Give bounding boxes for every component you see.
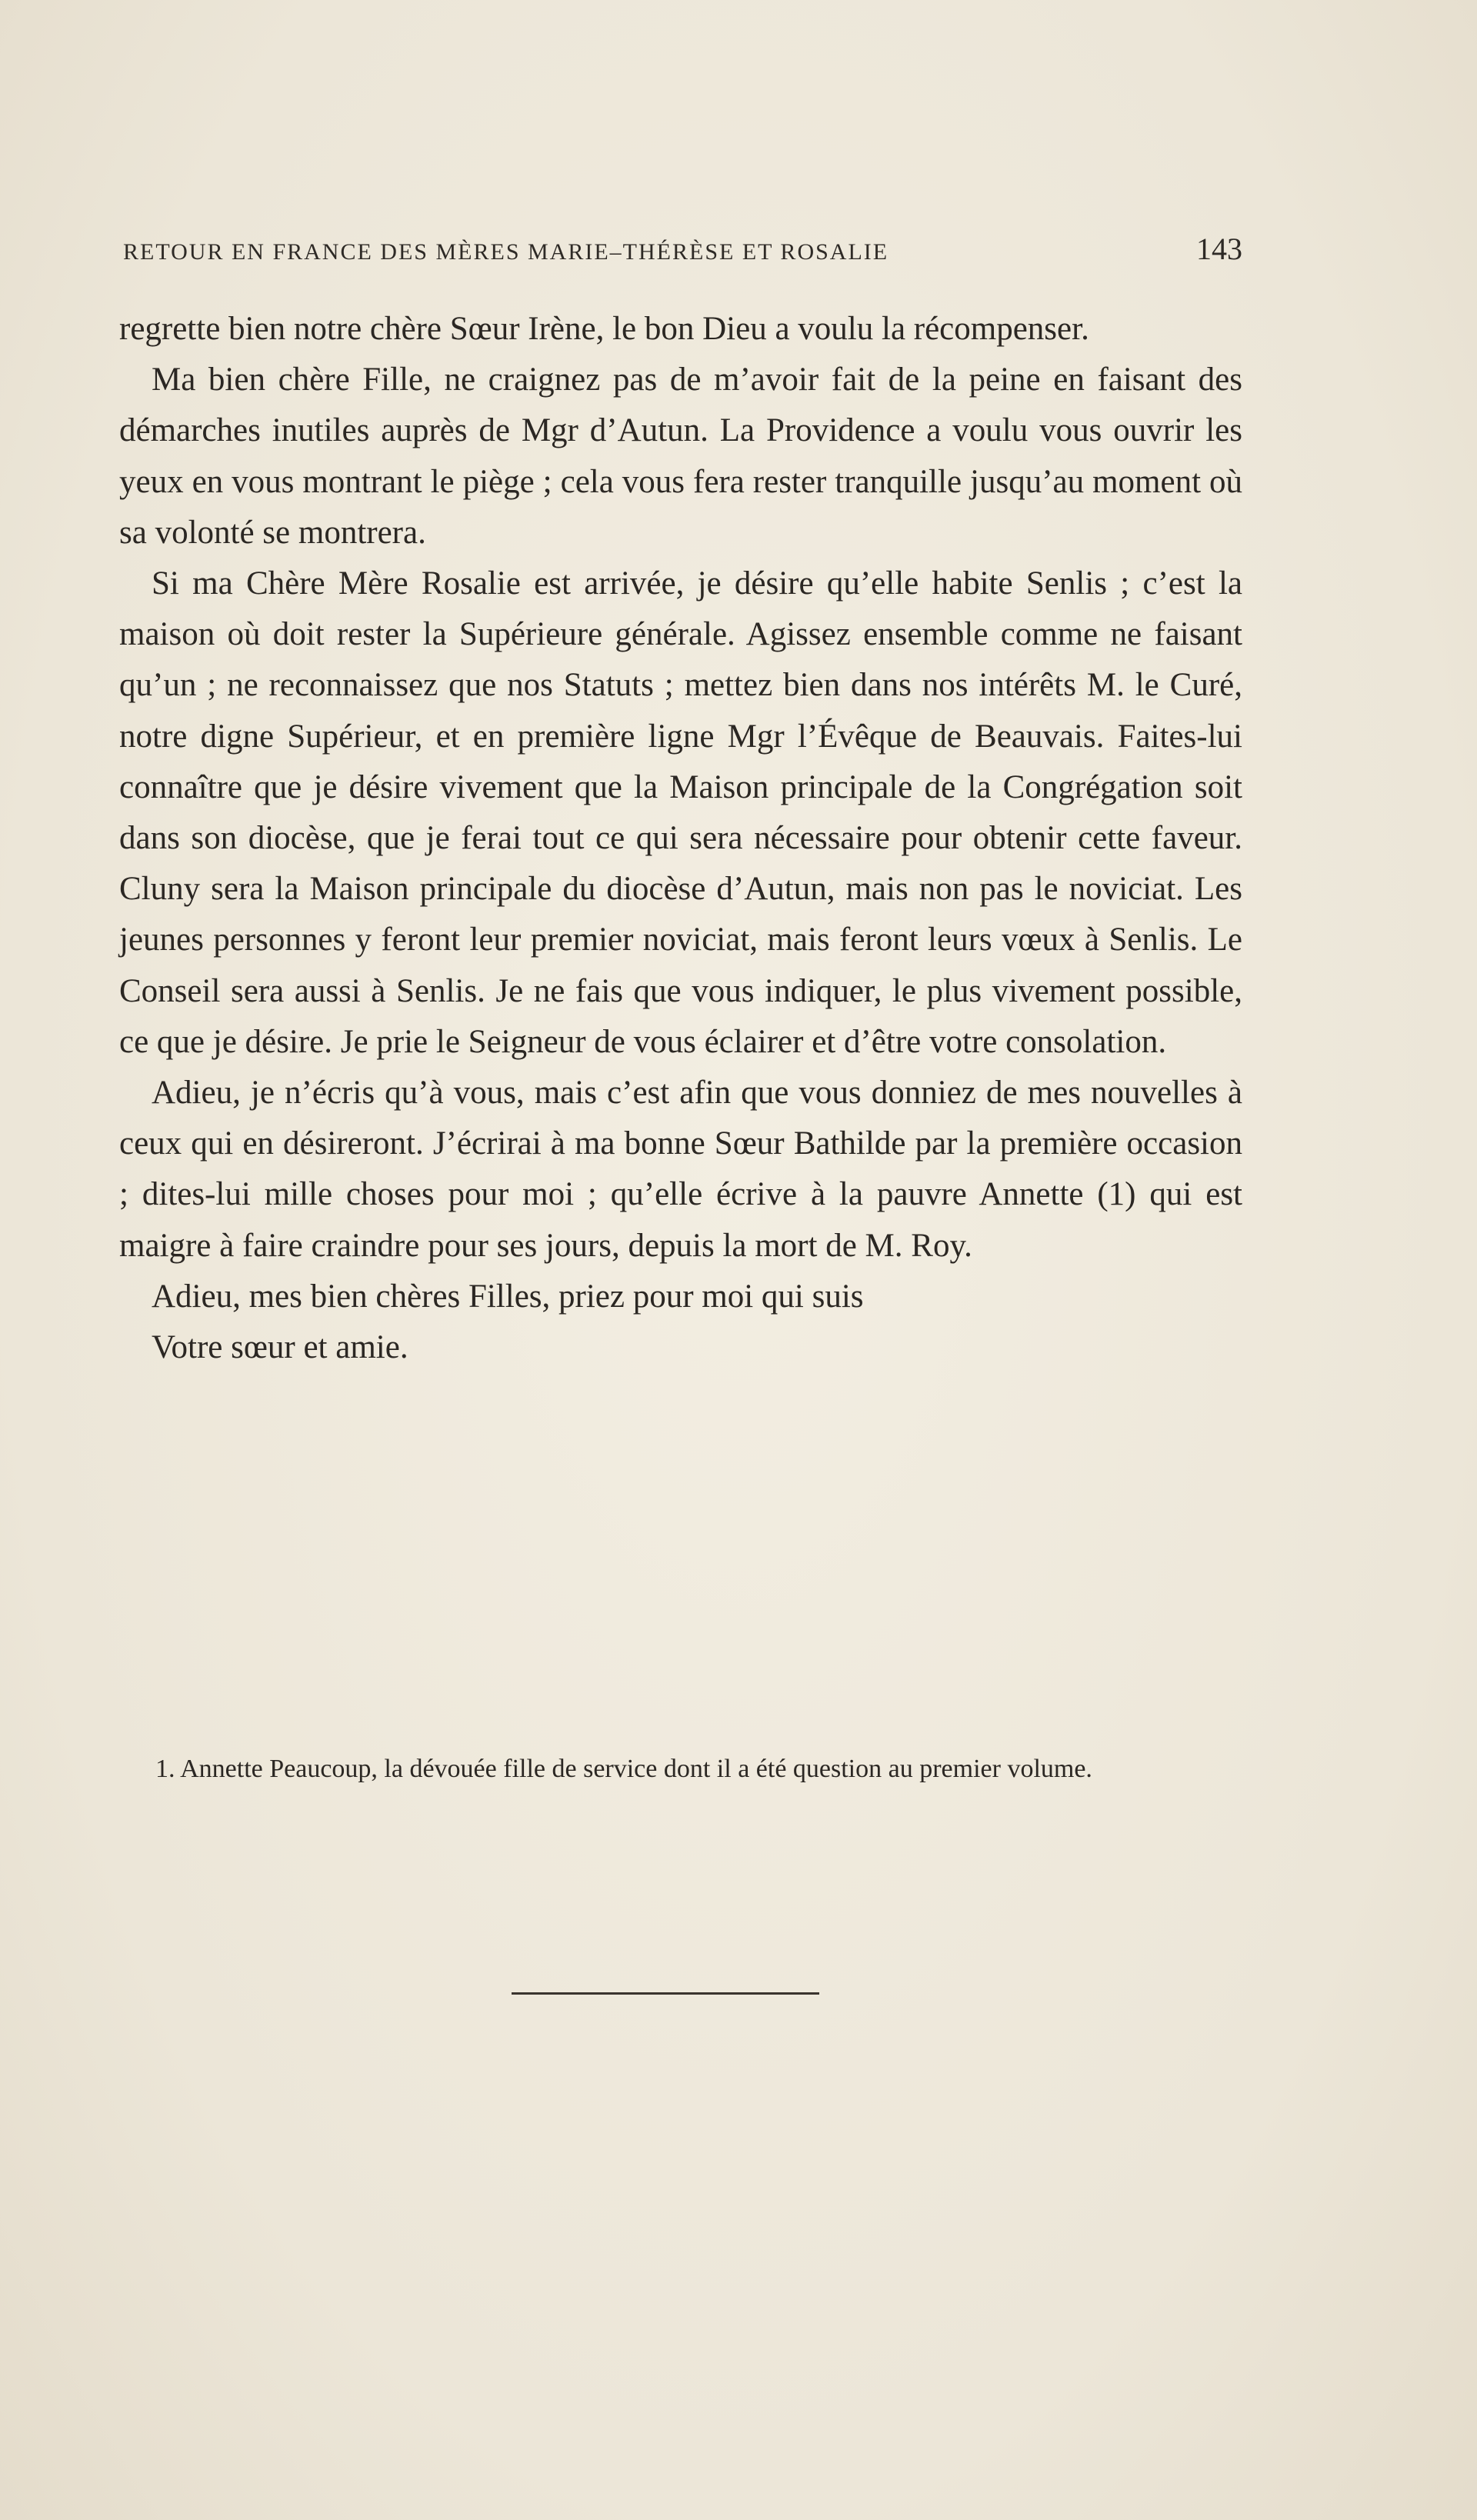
paragraph: Adieu, mes bien chères Filles, priez pour moi qui suis	[152, 1278, 864, 1315]
paragraph: Adieu, je n’écris qu’à vous, mais c’est afin que vous donniez de mes nouvelles à ceux qui en désireront. J’écrirai à ma bonne Sœur Bathilde par la première occasion ; dites-lui mille choses pour moi ; qu’elle écrive à la pauvre Annette (1) qui est maigre à faire craindre pour ses jours, depuis la mort de M. Roy.	[119, 1075, 1242, 1264]
closing-rule	[512, 1992, 819, 1995]
page-number: 143	[1196, 232, 1242, 266]
letter-body	[119, 304, 1242, 1373]
running-title: RETOUR EN FRANCE DES MÈRES MARIE–THÉRÈSE ET ROSALIE	[123, 239, 889, 265]
signature-line: Votre sœur et amie.	[152, 1329, 408, 1366]
footnote: 1. Annette Peaucoup, la dévouée fille de service dont il a été question au premier volume.	[155, 1755, 1092, 1783]
page-header	[123, 231, 1242, 277]
paragraph: Si ma Chère Mère Rosalie est arrivée, je désire qu’elle habite Senlis ; c’est la maison où doit rester la Supérieure générale. Agissez ensemble comme ne faisant qu’un ; ne reconnaissez que nos Statuts ; mettez bien dans nos intérêts M. le Curé, notre digne Supérieur, et en première ligne Mgr l’Évêque de Beauvais. Faites-lui connaître que je désire vivement que la Maison principale de la Congrégation soit dans son diocèse, que je ferai tout ce qui sera nécessaire pour obtenir cette faveur. Cluny sera la Maison principale du diocèse d’Autun, mais non pas le noviciat. Les jeunes personnes y feront leur premier noviciat, mais feront leurs vœux à Senlis. Le Conseil sera aussi à Senlis. Je ne fais que vous indiquer, le plus vivement possible, ce que je désire. Je prie le Seigneur de vous éclairer et d’être votre consolation.	[119, 565, 1242, 1060]
paragraph: Ma bien chère Fille, ne craignez pas de m’avoir fait de la peine en faisant des démarches inutiles auprès de Mgr d’Autun. La Providence a voulu vous ouvrir les yeux en vous montrant le piège ; cela vous fera rester tranquille jusqu’au moment où sa volonté se montrera.	[119, 362, 1242, 551]
paragraph: regrette bien notre chère Sœur Irène, le bon Dieu a voulu la récompenser.	[119, 311, 1089, 347]
